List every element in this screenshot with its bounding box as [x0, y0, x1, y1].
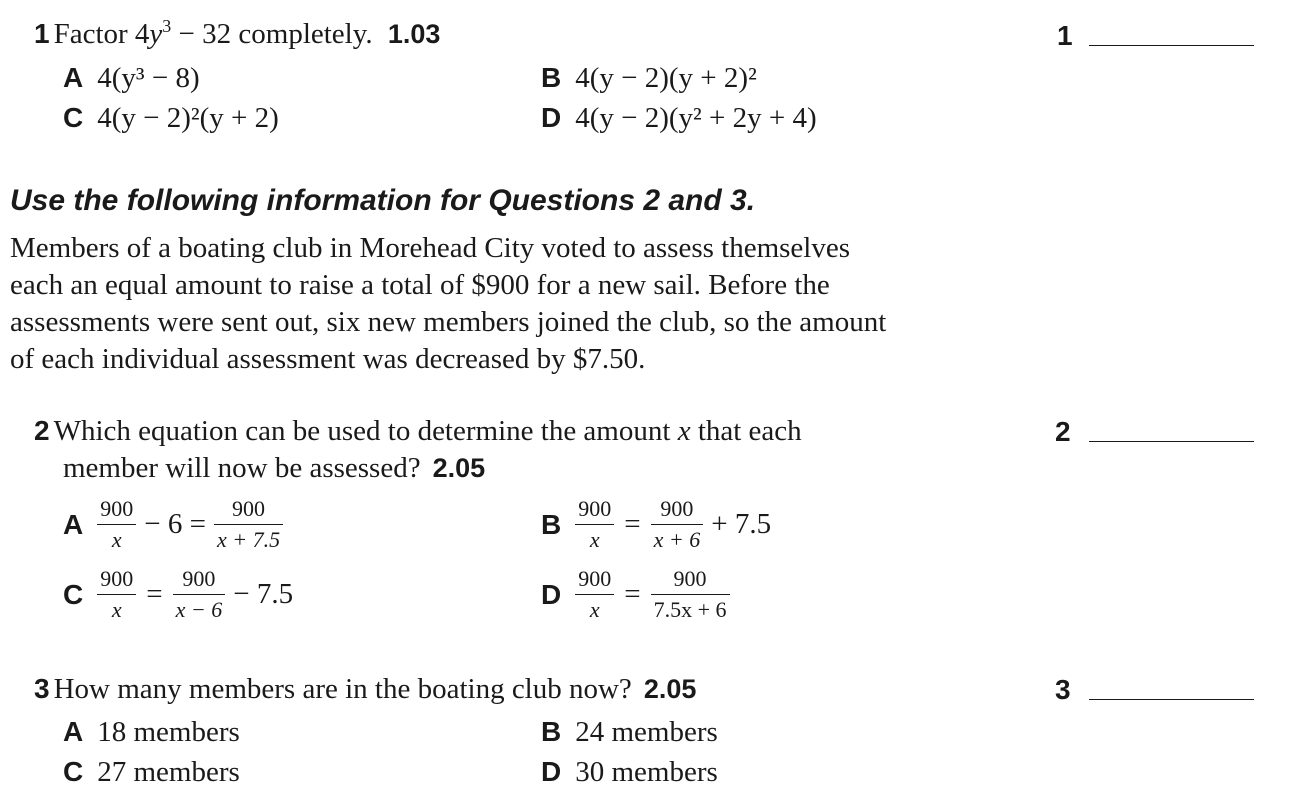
fraction: $\frac{900}{7.5x + 6}$: [651, 567, 730, 622]
info-line: Members of a boating club in Morehead City voted to assess themselves: [10, 232, 851, 264]
operator: − 6 =: [144, 508, 206, 540]
answer-blank[interactable]: [1089, 45, 1254, 46]
choice-letter: A: [63, 716, 84, 747]
question-1: [34, 15, 441, 51]
choice-letter: B: [541, 62, 562, 93]
choice-letter: C: [63, 578, 84, 610]
question-text: Factor $4y^3 - 32$ completely.: [53, 15, 373, 50]
choice-c[interactable]: [63, 756, 240, 789]
choice-text: 27 members: [97, 756, 240, 788]
question-number: 3: [34, 673, 50, 704]
choice-d[interactable]: [541, 756, 718, 789]
answer-number: 3: [1055, 674, 1071, 705]
choice-text: 18 members: [97, 716, 240, 748]
fraction: $\frac{900}{x - 6}$: [173, 567, 226, 622]
choice-text: 4(y − 2)²(y + 2): [97, 102, 279, 134]
choice-b[interactable]: [541, 62, 757, 95]
standard-reference: 2.05: [643, 674, 697, 704]
operator: =: [624, 508, 641, 540]
answer-blank[interactable]: [1089, 441, 1254, 442]
question-number: 2: [34, 415, 50, 446]
standard-reference: 2.05: [432, 453, 486, 483]
info-line: of each individual assessment was decreased by $7.50.: [10, 343, 646, 375]
choice-letter: D: [541, 578, 562, 610]
info-line: assessments were sent out, six new members joined the club, so the amount: [10, 306, 887, 338]
question-text: How many members are in the boating club now?: [53, 673, 632, 705]
question-text-line1: Which equation can be used to determine the amount x that each: [53, 415, 802, 447]
operator: =: [624, 578, 641, 610]
operator: =: [146, 578, 163, 610]
choice-letter: A: [63, 62, 84, 93]
choice-letter: C: [63, 102, 84, 133]
choice-d[interactable]: [541, 102, 817, 135]
fraction: $\frac{900}{x}$: [575, 497, 614, 552]
question-2: [34, 415, 802, 448]
info-heading: Use the following information for Questions 2 and 3.: [10, 184, 756, 217]
choice-a[interactable]: [63, 497, 287, 552]
question-3: [34, 673, 696, 706]
question-text-line2: member will now be assessed?: [63, 452, 421, 484]
choice-letter: A: [63, 508, 84, 540]
info-paragraph: [10, 230, 1000, 378]
choice-a[interactable]: [63, 716, 240, 749]
fraction: $\frac{900}{x}$: [97, 497, 136, 552]
choice-b[interactable]: [541, 497, 771, 552]
choice-b[interactable]: [541, 716, 718, 749]
info-line: each an equal amount to raise a total of $900 for a new sail. Before the: [10, 269, 830, 301]
answer-blank[interactable]: [1089, 699, 1254, 700]
question-2-line2: [63, 452, 485, 485]
choice-letter: B: [541, 716, 562, 747]
choice-text: 30 members: [575, 756, 718, 788]
choice-text: 4(y − 2)(y + 2)²: [575, 62, 757, 94]
choice-d[interactable]: [541, 567, 734, 622]
fraction: $\frac{900}{x}$: [97, 567, 136, 622]
fraction: $\frac{900}{x}$: [575, 567, 614, 622]
answer-number: 1: [1057, 20, 1073, 51]
choice-letter: C: [63, 756, 84, 787]
question-number: 1: [34, 18, 50, 49]
choice-a[interactable]: [63, 62, 200, 95]
choice-letter: D: [541, 756, 562, 787]
tail: + 7.5: [711, 508, 772, 540]
choice-text: 4(y − 2)(y² + 2y + 4): [575, 102, 817, 134]
fraction: $\frac{900}{x + 6}$: [651, 497, 704, 552]
choice-letter: D: [541, 102, 562, 133]
answer-number: 2: [1055, 416, 1071, 447]
choice-letter: B: [541, 508, 562, 540]
tail: − 7.5: [233, 578, 294, 610]
standard-reference: 1.03: [387, 19, 441, 49]
choice-text: 24 members: [575, 716, 718, 748]
fraction: $\frac{900}{x + 7.5}$: [214, 497, 283, 552]
choice-c[interactable]: [63, 102, 279, 135]
choice-c[interactable]: [63, 567, 293, 622]
choice-text: 4(y³ − 8): [97, 62, 200, 94]
